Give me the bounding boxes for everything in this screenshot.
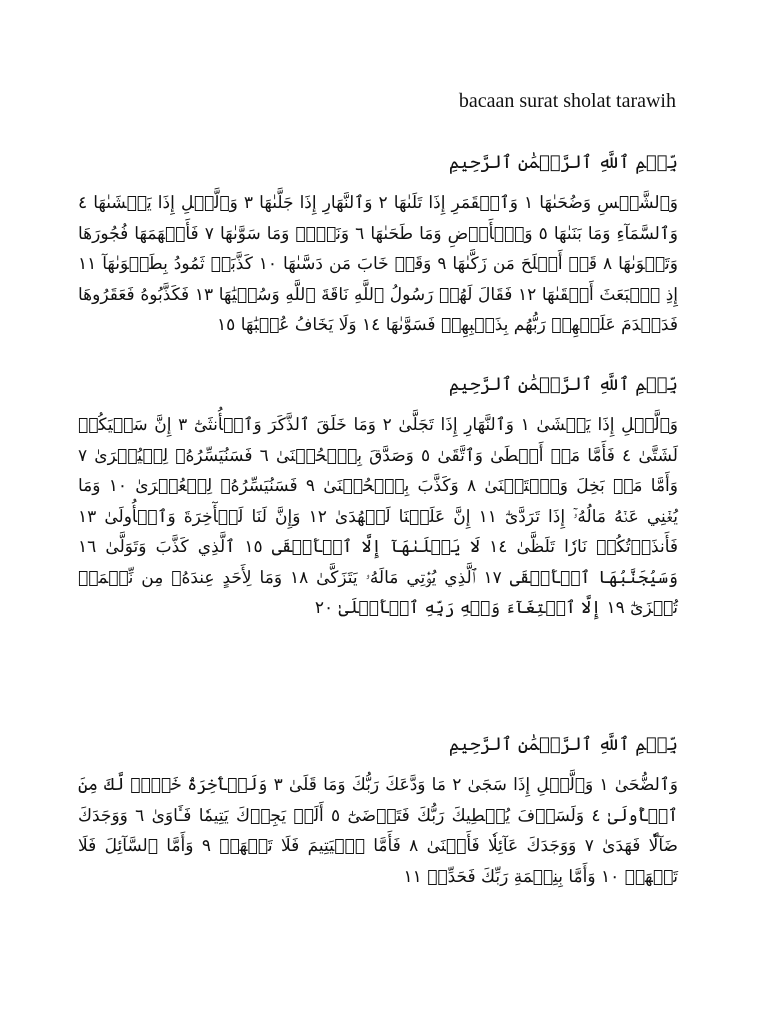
surah-al-lail bbox=[78, 372, 678, 624]
basmala: بِّسۡمِ ٱللَّهِ ٱلرَّحۡمَٰنِ ٱلرَّحِيمِ bbox=[448, 734, 678, 755]
surah-ash-shams bbox=[78, 150, 678, 341]
basmala: بِّسۡمِ ٱللَّهِ ٱلرَّحۡمَٰنِ ٱلرَّحِيمِ bbox=[448, 374, 678, 395]
surah-ad-duha bbox=[78, 732, 678, 892]
page-title: bacaan surat sholat tarawih bbox=[458, 90, 676, 112]
surah-text: وَٱلشَّمۡسِ وَضُحَىٰهَا ١ وَٱلۡقَمَرِ إِذَا تَلَىٰهَا ٢ وَٱلنَّهَارِ إِذَا جَلَّىٰهَا ٣ وَٱلَّيۡلِ إِذَا يَغۡشَىٰهَا ٤ وَٱلسَّمَآءِ وَمَا بَنَىٰهَا ٥ وَٱلۡأَرۡضِ وَمَا طَحَىٰهَا ٦ وَنَفۡسٖ وَمَا سَوَّىٰهَا ٧ فَأَلۡهَمَهَا فُجُورَهَا وَتَقۡوَىٰهَا ٨ قَدۡ أَفۡلَحَ مَن زَكَّىٰهَا ٩ وَقَدۡ خَابَ مَن دَسَّىٰهَا ١٠ كَذَّبَتۡ ثَمُودُ بِطَغۡوَىٰهَآ ١١ إِذِ ٱنۢبَعَثَ أَشۡقَىٰهَا ١٢ فَقَالَ لَهُمۡ رَسُولُ ٱللَّهِ نَاقَةَ ٱللَّهِ وَسُقۡيَٰهَا ١٣ فَكَذَّبُوهُ فَعَقَرُوهَا فَدَمۡدَمَ عَلَيۡهِمۡ رَبُّهُم بِذَنۢبِهِمۡ فَسَوَّىٰهَا ١٤ وَلَا يَخَافُ عُقۡبَٰهَا ١٥ bbox=[78, 193, 678, 335]
surah-text: وَٱلضُّحَىٰ ١ وَٱلَّيۡلِ إِذَا سَجَىٰ ٢ مَا وَدَّعَكَ رَبُّكَ وَمَا قَلَىٰ ٣ وَلَلۡأٓخِرَةُ خَيۡرٞ لَّكَ مِنَ ٱلۡأُولَىٰ ٤ وَلَسَوۡفَ يُعۡطِيكَ رَبُّكَ فَتَرۡضَىٰٓ ٥ أَلَمۡ يَجِدۡكَ يَتِيمٗا فَـَٔاوَىٰ ٦ وَوَجَدَكَ ضَآلّٗا فَهَدَىٰ ٧ وَوَجَدَكَ عَآئِلٗا فَأَغۡنَىٰ ٨ فَأَمَّا ٱلۡيَتِيمَ فَلَا تَقۡهَرۡ ٩ وَأَمَّا ٱلسَّآئِلَ فَلَا تَنۡهَرۡ ١٠ وَأَمَّا بِنِعۡمَةِ رَبِّكَ فَحَدِّثۡ ١١ bbox=[78, 775, 679, 887]
surah-text: وَٱلَّيۡلِ إِذَا يَغۡشَىٰ ١ وَٱلنَّهَارِ إِذَا تَجَلَّىٰ ٢ وَمَا خَلَقَ ٱلذَّكَرَ وَٱلۡأُنثَىٰٓ ٣ إِنَّ سَعۡيَكُمۡ لَشَتَّىٰ ٤ فَأَمَّا مَنۡ أَعۡطَىٰ وَٱتَّقَىٰ ٥ وَصَدَّقَ بِٱلۡحُسۡنَىٰ ٦ فَسَنُيَسِّرُهُۥ لِلۡيُسۡرَىٰ ٧ وَأَمَّا مَنۢ بَخِلَ وَٱسۡتَغۡنَىٰ ٨ وَكَذَّبَ بِٱلۡحُسۡنَىٰ ٩ فَسَنُيَسِّرُهُۥ لِلۡعُسۡرَىٰ ١٠ وَمَا يُغۡنِي عَنۡهُ مَالُهُۥٓ إِذَا تَرَدَّىٰٓ ١١ إِنَّ عَلَيۡنَا لَلۡهُدَىٰ ١٢ وَإِنَّ لَنَا لَلۡأٓخِرَةَ وَٱلۡأُولَىٰ ١٣ فَأَنذَرۡتُكُمۡ نَارٗا تَلَظَّىٰ ١٤ لَا يَصۡلَىٰهَآ إِلَّا ٱلۡأَشۡقَى ١٥ ٱلَّذِي كَذَّبَ وَتَوَلَّىٰ ١٦ وَسَيُجَنَّبُهَا ٱلۡأَتۡقَى ١٧ ٱلَّذِي يُؤۡتِي مَالَهُۥ يَتَزَكَّىٰ ١٨ وَمَا لِأَحَدٍ عِندَهُۥ مِن نِّعۡمَةٖ تُجۡزَىٰٓ ١٩ إِلَّا ٱبۡتِغَآءَ وَجۡهِ رَبِّهِ ٱلۡأَعۡلَىٰ ٢٠ bbox=[78, 415, 679, 618]
basmala: بِّسۡمِ ٱللَّهِ ٱلرَّحۡمَٰنِ ٱلرَّحِيمِ bbox=[448, 152, 678, 173]
